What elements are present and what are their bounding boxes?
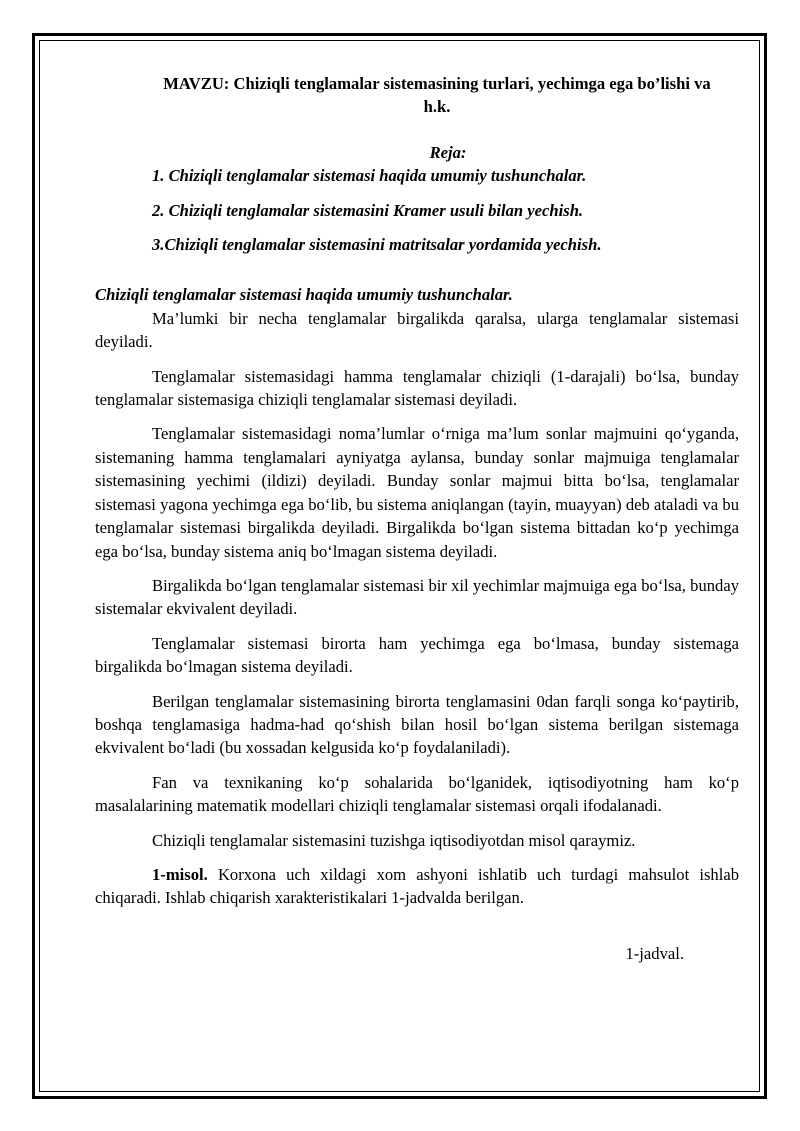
example-paragraph bbox=[95, 863, 739, 910]
paragraph: Berilgan tenglamalar sistemasining birorta tenglamasini 0dan farqli songa ko‘paytirib, boshqa tenglamasiga hadma-had qo‘shish bilan hosil bo‘lgan sistema berilgan sistemaga ekvivalent bo‘ladi (bu xossadan kelgusida ko‘p foydalaniladi). bbox=[95, 691, 739, 758]
paragraph: Chiziqli tenglamalar sistemasini tuzishga iqtisodiyotdan misol qaraymiz. bbox=[152, 830, 636, 850]
paragraph: Fan va texnikaning ko‘p sohalarida bo‘lganidek, iqtisodiyotning ham ko‘p masalalarining matematik modellari chiziqli tenglamalar sistemasi orqali ifodalanadi. bbox=[95, 772, 739, 816]
section-title: Chiziqli tenglamalar sistemasi haqida umumiy tushunchalar. bbox=[95, 285, 513, 305]
paragraph: Birgalikda bo‘lgan tenglamalar sistemasi bir xil yechimlar majmuiga ega bo‘lsa, bunday sistemalar ekvivalent deyiladi. bbox=[95, 575, 739, 619]
plan-heading: Reja: bbox=[429, 142, 467, 162]
plan-list bbox=[95, 164, 739, 256]
document-title: MAVZU: Chiziqli tenglamalar sistemasining turlari, yechimga ega bo’lishi va h.k. bbox=[163, 74, 711, 117]
paragraph: Tenglamalar sistemasi birorta ham yechimga ega bo‘lmasa, bunday sistemaga birgalikda bo‘lmagan sistema deyiladi. bbox=[95, 633, 739, 677]
paragraph: Tenglamalar sistemasidagi hamma tenglamalar chiziqli (1-darajali) bo‘lsa, bunday tenglamalar sistemasiga chiziqli tenglamalar sistemasi deyiladi. bbox=[95, 366, 739, 410]
paragraph: Ma’lumki bir necha tenglamalar birgalikda qaralsa, ularga tenglamalar sistemasi deyiladi. bbox=[95, 308, 739, 352]
paragraph: Tenglamalar sistemasidagi noma’lumlar o‘rniga ma’lum sonlar majmuini qo‘yganda, sistemaning hamma tenglamalari ayniyatga aylansa, bunday sonlar majmuiga tenglamalar sistemasining yechimi (ildizi) deyiladi. Bunday sonlar majmui bitta bo‘lsa, tenglamalar sistemasi yagona yechimga ega bo‘lib, bu sistema aniqlangan (tayin, muayyan) deb ataladi va bu tenglamalar sistemasi birgalikda deyiladi. Birgalikda bo‘lgan sistema bittadan ko‘p yechimga ega bo‘lsa, bunday sistema aniq bo‘lmagan sistema deyiladi. bbox=[95, 424, 739, 561]
plan-item: 1. Chiziqli tenglamalar sistemasi haqida umumiy tushunchalar. bbox=[152, 166, 587, 186]
plan-item: 3.Chiziqli tenglamalar sistemasini matritsalar yordamida yechish. bbox=[152, 235, 602, 255]
plan-item: 2. Chiziqli tenglamalar sistemasini Kramer usuli bilan yechish. bbox=[152, 200, 584, 220]
table-reference: 1-jadval. bbox=[625, 943, 684, 963]
example-text: Korxona uch xildagi xom ashyoni ishlatib uch turdagi mahsulot ishlab chiqaradi. Ishlab chiqarish xarakteristikalari 1-jadvalda berilgan. bbox=[95, 864, 739, 908]
document-body bbox=[95, 72, 739, 965]
example-label: 1-misol. bbox=[152, 864, 208, 884]
